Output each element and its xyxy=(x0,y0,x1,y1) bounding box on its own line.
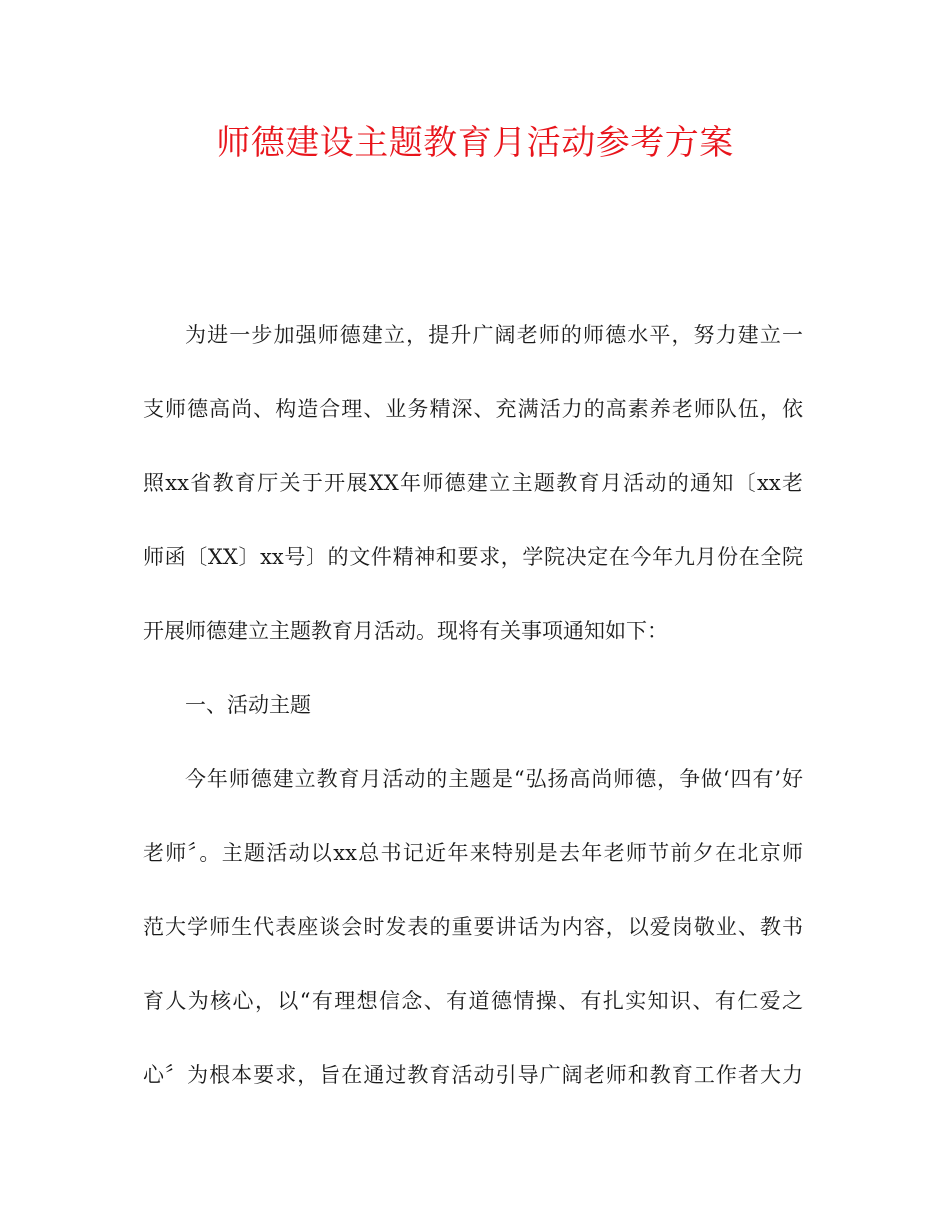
paragraph-line: 为进一步加强师德建立，提升广阔老师的师德水平，努力建立一 xyxy=(185,323,803,347)
paragraph-line: 开展师德建立主题教育月活动。现将有关事项通知如下： xyxy=(143,619,668,643)
paragraph-line: 师函〔XX〕xx号〕的文件精神和要求，学院决定在今年九月份在全院 xyxy=(143,545,803,569)
paragraph-line: 支师德高尚、构造合理、业务精深、充满活力的高素养老师队伍，依 xyxy=(143,397,803,421)
paragraph-line: 照xx省教育厅关于开展XX年师德建立主题教育月活动的通知〔xx老 xyxy=(143,471,803,495)
paragraph-line: 心〞为根本要求，旨在通过教育活动引导广阔老师和教育工作者大力 xyxy=(143,1063,803,1087)
section-heading: 一、活动主题 xyxy=(185,693,311,717)
paragraph-line: 今年师德建立教育月活动的主题是“弘扬高尚师德，争做‘四有’好 xyxy=(185,767,803,791)
paragraph-line: 老师〞。主题活动以xx总书记近年来特别是去年老师节前夕在北京师 xyxy=(143,841,803,865)
paragraph-line: 育人为核心，以“有理想信念、有道德情操、有扎实知识、有仁爱之 xyxy=(143,989,803,1013)
document-body xyxy=(143,310,803,1124)
document-title: 师德建设主题教育月活动参考方案 xyxy=(216,123,734,163)
paragraph-line: 范大学师生代表座谈会时发表的重要讲话为内容，以爱岗敬业、教书 xyxy=(143,915,803,939)
